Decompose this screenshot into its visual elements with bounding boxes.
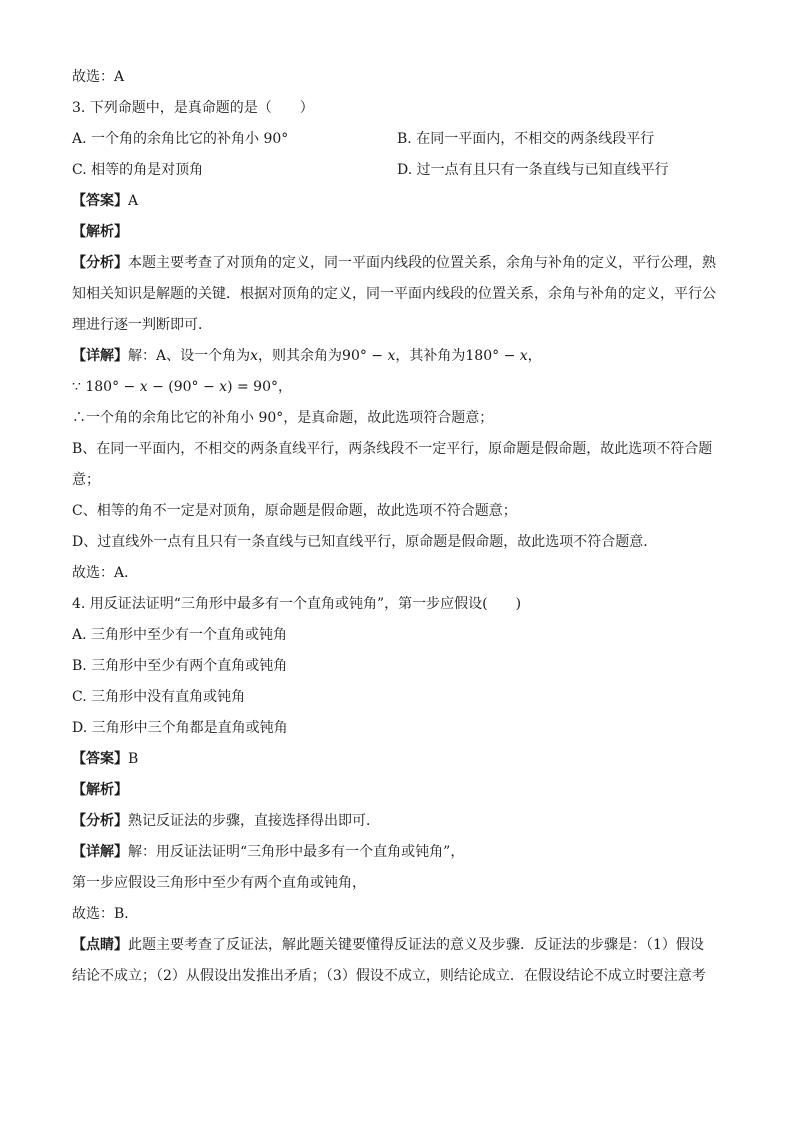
question-3-detail-line-1	[72, 341, 722, 372]
question-4-detail-line-2: 第一步应假设三角形中至少有两个直角或钝角，	[72, 875, 366, 891]
xiangjie-tag: 【详解】	[72, 348, 128, 364]
answer-tag: 【答案】	[72, 751, 128, 767]
prev-answer-line: 故选：A	[72, 69, 125, 85]
question-4-dianjing-line-1	[72, 930, 722, 961]
question-3-detail-line-3: ∴一个角的余角比它的补角小 90°，是真命题，故此选项符合题意；	[72, 410, 494, 426]
detail-text: 解：A、设一个角为	[128, 348, 251, 364]
fenxi-text: 熟记反证法的步骤，直接选择得出即可．	[128, 813, 380, 829]
dianjing-tag: 【点睛】	[72, 937, 128, 953]
question-3-option-d: D. 过一点有且只有一条直线与已知直线平行	[397, 162, 669, 178]
detail-text: 解：用反证法证明“三角形中最多有一个直角或钝角”，	[128, 844, 465, 860]
fenxi-tag: 【分析】	[72, 813, 128, 829]
math-equation: ∵ 180° − x − (90° − x) = 90°	[72, 379, 278, 395]
question-3-fenxi-line-3: 理进行逐一判断即可．	[72, 317, 212, 333]
question-4-option-c: C. 三角形中没有直角或钝角	[72, 689, 246, 705]
question-3-detail-line-6: C、相等的角不一定是对顶角，原命题是假命题，故此选项不符合题意；	[72, 503, 517, 519]
question-3-detail-line-5: 意；	[72, 472, 100, 488]
math-supplement: 180° − x	[465, 348, 528, 364]
question-3-options-row-2	[72, 155, 722, 186]
question-3-fenxi-line-2: 知相关知识是解题的关键．根据对顶角的定义，同一平面内线段的位置关系，余角与补角的定义，平行公	[72, 286, 716, 302]
question-3-options-row-1	[72, 124, 722, 155]
question-3-fenxi-line-1	[72, 248, 722, 279]
question-4-option-a: A. 三角形中至少有一个直角或钝角	[72, 627, 288, 643]
answer-value: A	[128, 193, 139, 209]
question-3-detail-line-7: D、过直线外一点有且只有一条直线与已知直线平行，原命题是假命题，故此选项不符合题意．	[72, 534, 658, 550]
detail-text: ，则其余角为	[258, 348, 343, 364]
question-4-analysis-heading	[72, 775, 722, 806]
analysis-tag: 【解析】	[72, 224, 128, 240]
question-3-option-c: C. 相等的角是对顶角	[72, 162, 204, 178]
detail-text: ，	[278, 379, 292, 395]
detail-text: ，	[527, 348, 542, 364]
question-4-option-d: D. 三角形中三个角都是直角或钝角	[72, 720, 288, 736]
xiangjie-tag: 【详解】	[72, 844, 128, 860]
math-complement: 90° − x	[342, 348, 396, 364]
question-4-detail-line-1	[72, 837, 722, 868]
question-3-option-a: A. 一个角的余角比它的补角小 90°	[72, 131, 289, 147]
fenxi-text: 本题主要考查了对顶角的定义，同一平面内线段的位置关系，余角与补角的定义，平行公理，熟	[128, 255, 716, 271]
question-3-detail-line-4: B、在同一平面内，不相交的两条直线平行，两条线段不一定平行，原命题是假命题，故此选项不符合题	[72, 441, 713, 457]
question-4-option-b: B. 三角形中至少有两个直角或钝角	[72, 658, 288, 674]
question-4-stem: 4. 用反证法证明“三角形中最多有一个直角或钝角”，第一步应假设( )	[72, 596, 522, 612]
dianjing-text: 此题主要考查了反证法，解此题关键要懂得反证法的意义及步骤．反证法的步骤是：（1）假设	[128, 937, 704, 953]
math-var-x: x	[250, 348, 259, 364]
question-4-dianjing-line-2: 结论不成立；（2）从假设出发推出矛盾；（3）假设不成立，则结论成立．在假设结论不成立时要注意考	[72, 968, 706, 984]
question-4-answer	[72, 744, 722, 775]
question-3-detail-line-2	[72, 372, 722, 403]
analysis-tag: 【解析】	[72, 782, 128, 798]
question-4-fenxi	[72, 806, 722, 837]
question-4-final: 故选：B．	[72, 906, 139, 922]
detail-text: ，其补角为	[395, 348, 466, 364]
question-3-final: 故选：A．	[72, 565, 139, 581]
fenxi-tag: 【分析】	[72, 255, 128, 271]
answer-value: B	[128, 751, 139, 767]
question-3-stem: 3. 下列命题中，是真命题的是（ ）	[72, 100, 314, 116]
question-3-analysis-heading	[72, 217, 722, 248]
document-page	[72, 62, 722, 992]
answer-tag: 【答案】	[72, 193, 128, 209]
question-3-option-b: B. 在同一平面内，不相交的两条线段平行	[397, 131, 655, 147]
question-3-answer	[72, 186, 722, 217]
